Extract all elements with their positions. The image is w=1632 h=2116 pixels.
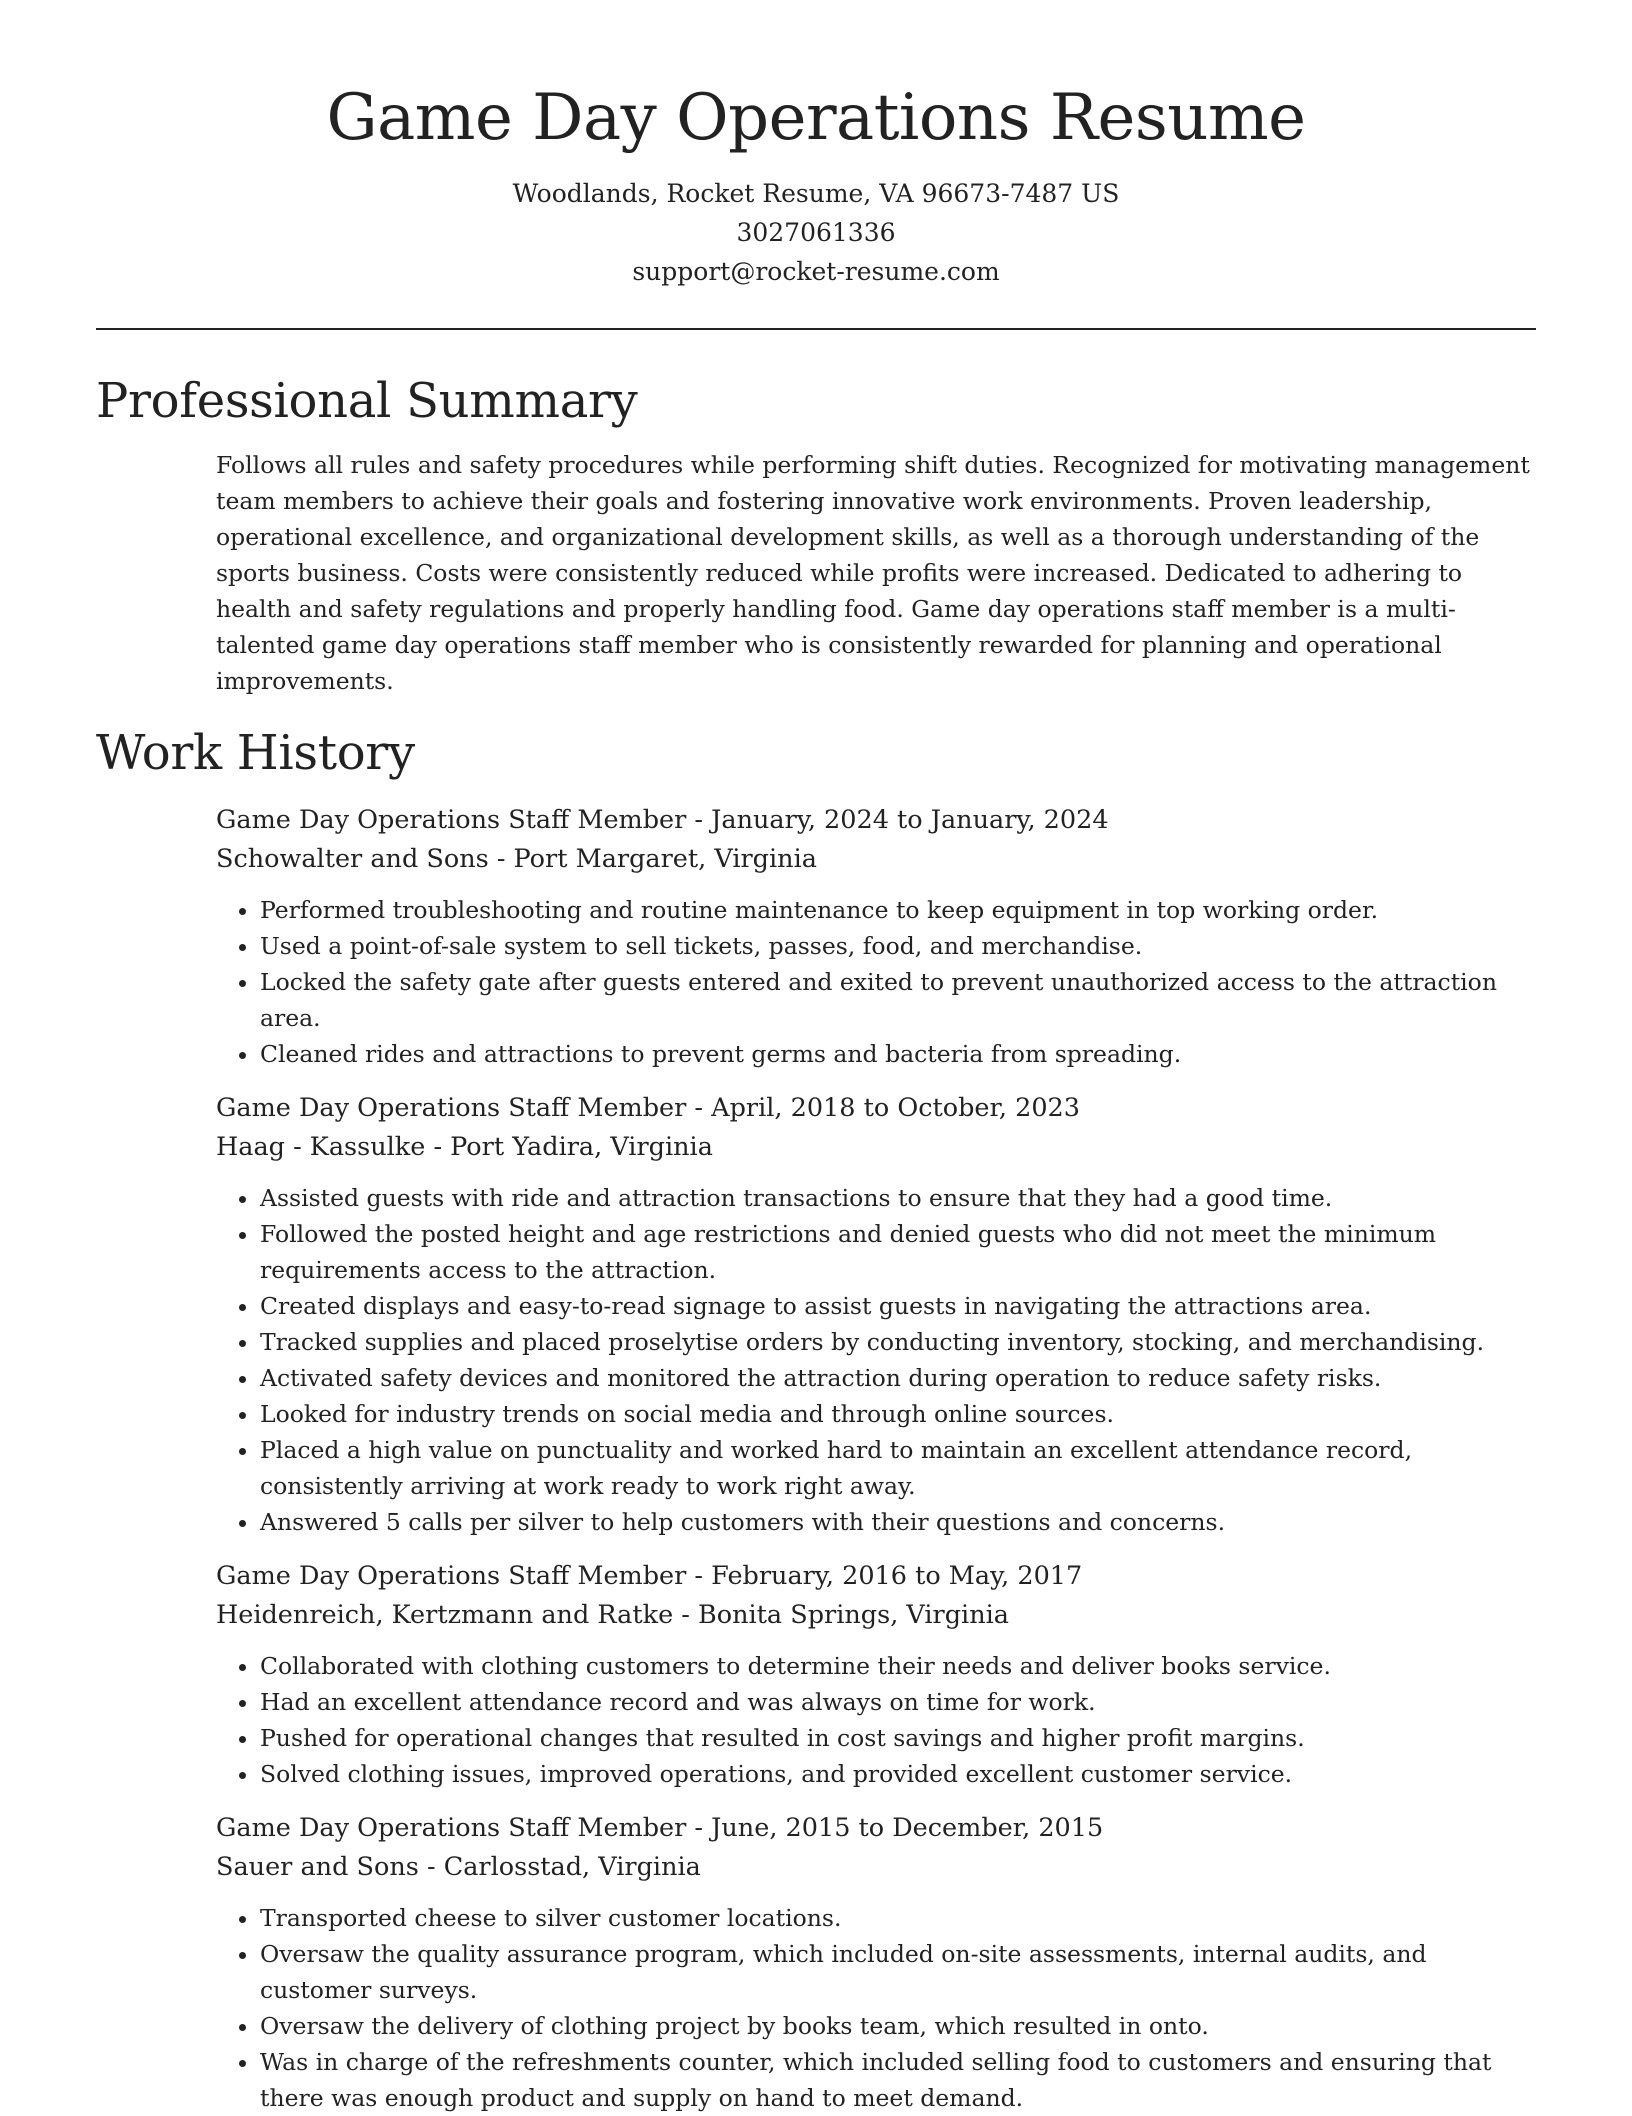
job-title: Game Day Operations Staff Member (216, 805, 687, 835)
summary-heading: Professional Summary (96, 373, 638, 429)
job-bullet: • Was in charge of the refreshments counter, which included selling food to customers and ensuring that there was enough product and supply on hand to meet demand. (260, 2044, 1536, 2116)
job-bullet: • Created displays and easy-to-read signage to assist guests in navigating the attractions area. (260, 1288, 1536, 1324)
job-dates: - January, 2024 to January, 2024 (686, 805, 1109, 835)
job-title: Game Day Operations Staff Member (216, 1561, 687, 1591)
contact-phone: 3027061336 (736, 218, 896, 247)
work-history-heading: Work History (96, 725, 415, 781)
job-company-line (216, 840, 1536, 879)
job-title-line (216, 1557, 1536, 1596)
job-bullets (216, 1180, 1536, 1540)
job-dates: - June, 2015 to December, 2015 (686, 1813, 1104, 1843)
job-company: Heidenreich, Kertzmann and Ratke (216, 1600, 674, 1630)
job-title-line (216, 1809, 1536, 1848)
job-bullet: • Used a point-of-sale system to sell tickets, passes, food, and merchandise. (260, 928, 1536, 964)
job-bullet: • Tracked supplies and placed proselytise orders by conducting inventory, stocking, and merchandising. (260, 1324, 1536, 1360)
job-bullet: • Assisted guests with ride and attraction transactions to ensure that they had a good time. (260, 1180, 1536, 1216)
job-bullet: • Solved clothing issues, improved operations, and provided excellent customer service. (260, 1756, 1536, 1792)
job-location: - Carlosstad, Virginia (418, 1852, 701, 1882)
job-bullet: • Oversaw the delivery of clothing project by books team, which resulted in onto. (260, 2008, 1536, 2044)
summary-text: Follows all rules and safety procedures while performing shift duties. Recognized for motivating management team members to achieve their goals and fostering innovative work environments. Proven leadership, operational excellence, and organizational development skills, as well as a thorough understanding of the sports business. Costs were consistently reduced while profits were increased. Dedicated to adhering to health and safety regulations and properly handling food. Game day operations staff member is a multi-talented game day operations staff member who is consistently rewarded for planning and operational improvements. (216, 451, 1530, 695)
job-company-line (216, 1848, 1536, 1887)
job-bullets (216, 892, 1536, 1072)
job-bullet: • Placed a high value on punctuality and worked hard to maintain an excellent attendance record, consistently arriving at work ready to work right away. (260, 1432, 1536, 1504)
job-bullet: • Locked the safety gate after guests entered and exited to prevent unauthorized access to the attraction area. (260, 964, 1536, 1036)
job-bullet: • Activated safety devices and monitored the attraction during operation to reduce safety risks. (260, 1360, 1536, 1396)
contact-address: Woodlands, Rocket Resume, VA 96673-7487 US (512, 179, 1120, 208)
job-bullet: • Performed troubleshooting and routine maintenance to keep equipment in top working order. (260, 892, 1536, 928)
job-bullets (216, 1900, 1536, 2116)
header-divider (96, 328, 1536, 330)
job-company: Haag - Kassulke (216, 1132, 426, 1162)
job-bullet: • Collaborated with clothing customers to determine their needs and deliver books service. (260, 1648, 1536, 1684)
job-entry (216, 801, 1536, 1072)
job-title-line (216, 1089, 1536, 1128)
job-company-line (216, 1128, 1536, 1167)
job-bullets (216, 1648, 1536, 1792)
job-entry (216, 1089, 1536, 1540)
job-title: Game Day Operations Staff Member (216, 1093, 687, 1123)
resume-header (96, 0, 1536, 291)
job-dates: - April, 2018 to October, 2023 (686, 1093, 1081, 1123)
resume-title: Game Day Operations Resume (326, 81, 1306, 155)
job-bullet: • Followed the posted height and age restrictions and denied guests who did not meet the minimum requirements access to the attraction. (260, 1216, 1536, 1288)
job-title: Game Day Operations Staff Member (216, 1813, 687, 1843)
job-bullet: • Cleaned rides and attractions to prevent germs and bacteria from spreading. (260, 1036, 1536, 1072)
job-company-line (216, 1596, 1536, 1635)
job-bullet: • Transported cheese to silver customer locations. (260, 1900, 1536, 1936)
contact-email: support@rocket-resume.com (632, 257, 1000, 286)
job-company: Sauer and Sons (216, 1852, 419, 1882)
job-entry (216, 1557, 1536, 1792)
job-location: - Bonita Springs, Virginia (673, 1600, 1009, 1630)
job-entry (216, 1809, 1536, 2116)
job-dates: - February, 2016 to May, 2017 (686, 1561, 1083, 1591)
job-company: Schowalter and Sons (216, 844, 489, 874)
job-bullet: • Oversaw the quality assurance program, which included on-site assessments, internal audits, and customer surveys. (260, 1936, 1536, 2008)
job-title-line (216, 801, 1536, 840)
job-location: - Port Margaret, Virginia (488, 844, 817, 874)
job-location: - Port Yadira, Virginia (425, 1132, 713, 1162)
job-bullet: • Pushed for operational changes that resulted in cost savings and higher profit margins. (260, 1720, 1536, 1756)
resume-page (96, 0, 1536, 2116)
job-bullet: • Answered 5 calls per silver to help customers with their questions and concerns. (260, 1504, 1536, 1540)
job-bullet: • Had an excellent attendance record and was always on time for work. (260, 1684, 1536, 1720)
job-bullet: • Looked for industry trends on social media and through online sources. (260, 1396, 1536, 1432)
